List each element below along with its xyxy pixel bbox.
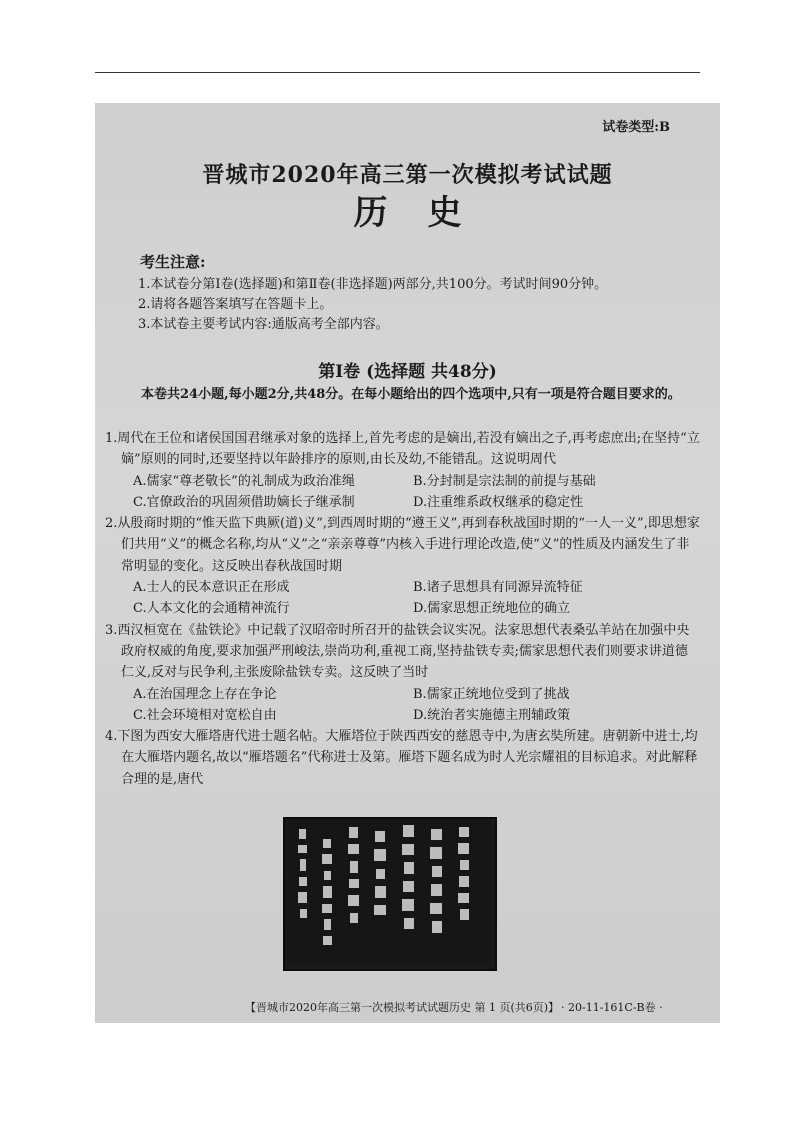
option-c: C.官僚政治的巩固须借助嫡长子继承制 [133,494,355,510]
section-title: 第Ⅰ卷 (选择题 共48分) [318,362,497,382]
exam-title: 晋城市2020年高三第一次模拟考试试题 [202,162,613,188]
question-stem: 4.下图为西安大雁塔唐代进士题名帖。大雁塔位于陕西西安的慈恩寺中,为唐玄奘所建。唐朝新中进士,均在大雁塔内题名,故以“雁塔题名”代称进士及第。雁塔下题名成为时人光宗耀祖的目标追求。对此解释合理的是,唐代 [105,729,698,787]
option-b: B.分封制是宗法制的前提与基础 [413,473,596,489]
notice-list [138,275,607,335]
option-b: B.诸子思想具有同源异流特征 [413,580,583,596]
question-2 [105,513,700,619]
question-stem: 2.从殷商时期的“惟天监下典厥(道)义”,到西周时期的“遵王义”,再到春秋战国时期的“一人一义”,即思想家们共用“义”的概念名称,均从“义”之“亲亲尊尊”内核入手进行理论改造,使“义”的性质及内涵发生了非常明显的变化。这反映出春秋战国时期 [105,516,700,574]
paper-type-label: 试卷类型:B [602,120,670,135]
question-stem: 3.西汉桓宽在《盐铁论》中记载了汉昭帝时所召开的盐铁会议实况。法家思想代表桑弘羊站在加强中央政府权威的角度,要求加强严刑峻法,崇尚功利,重视工商,坚持盐铁专卖;儒家思想代表们则要求讲道德仁义,反对与民争利,主张废除盐铁专卖。这反映了当时 [105,622,690,681]
question-options [105,471,700,514]
question-4 [105,726,700,790]
notice-item: 2.请将各题答案填写在答题卡上。 [138,297,333,312]
question-3 [105,620,700,726]
option-c: C.社会环境相对宽松自由 [133,707,277,723]
option-b: B.儒家正统地位受到了挑战 [413,686,570,702]
option-d: D.注重维系政权继承的稳定性 [413,494,584,510]
option-a: A.在治国理念上存在争论 [133,686,277,702]
question-options [105,684,700,727]
scanned-exam-page [95,103,720,1023]
section-description: 本卷共24小题,每小题2分,共48分。在每小题给出的四个选项中,只有一项是符合题目要求的。 [141,387,681,402]
option-a: A.儒家“尊老敬长”的礼制成为政治准绳 [133,473,355,489]
stele-rubbing-graphic [285,819,491,965]
top-rule [95,72,700,73]
option-c: C.人本文化的会通精神流行 [133,601,290,617]
subject-title: 历史 [353,193,502,233]
paper-code: · 20-11-161C-B卷 · [561,1001,663,1014]
question-options [105,577,700,620]
page-footer: 【晋城市2020年高三第一次模拟考试试题历史 第 1 页(共6页)】 [245,1001,560,1014]
option-a: A.士人的民本意识正在形成 [133,580,290,596]
option-d: D.统治者实施德主刑辅政策 [413,707,571,723]
notice-item: 3.本试卷主要考试内容:通版高考全部内容。 [138,317,389,332]
question-list [105,428,700,790]
stele-rubbing-image [283,817,497,971]
notice-item: 1.本试卷分第Ⅰ卷(选择题)和第Ⅱ卷(非选择题)两部分,共100分。考试时间90分钟。 [138,277,608,292]
notice-heading: 考生注意: [140,253,206,271]
question-stem: 1.周代在王位和诸侯国国君继承对象的选择上,首先考虑的是嫡出,若没有嫡出之子,再考虑庶出;在坚持“立嫡”原则的同时,还要坚持以年龄排序的原则,由长及幼,不能错乱。这说明周代 [105,431,700,468]
option-d: D.儒家思想正统地位的确立 [413,601,571,617]
question-1 [105,428,700,513]
